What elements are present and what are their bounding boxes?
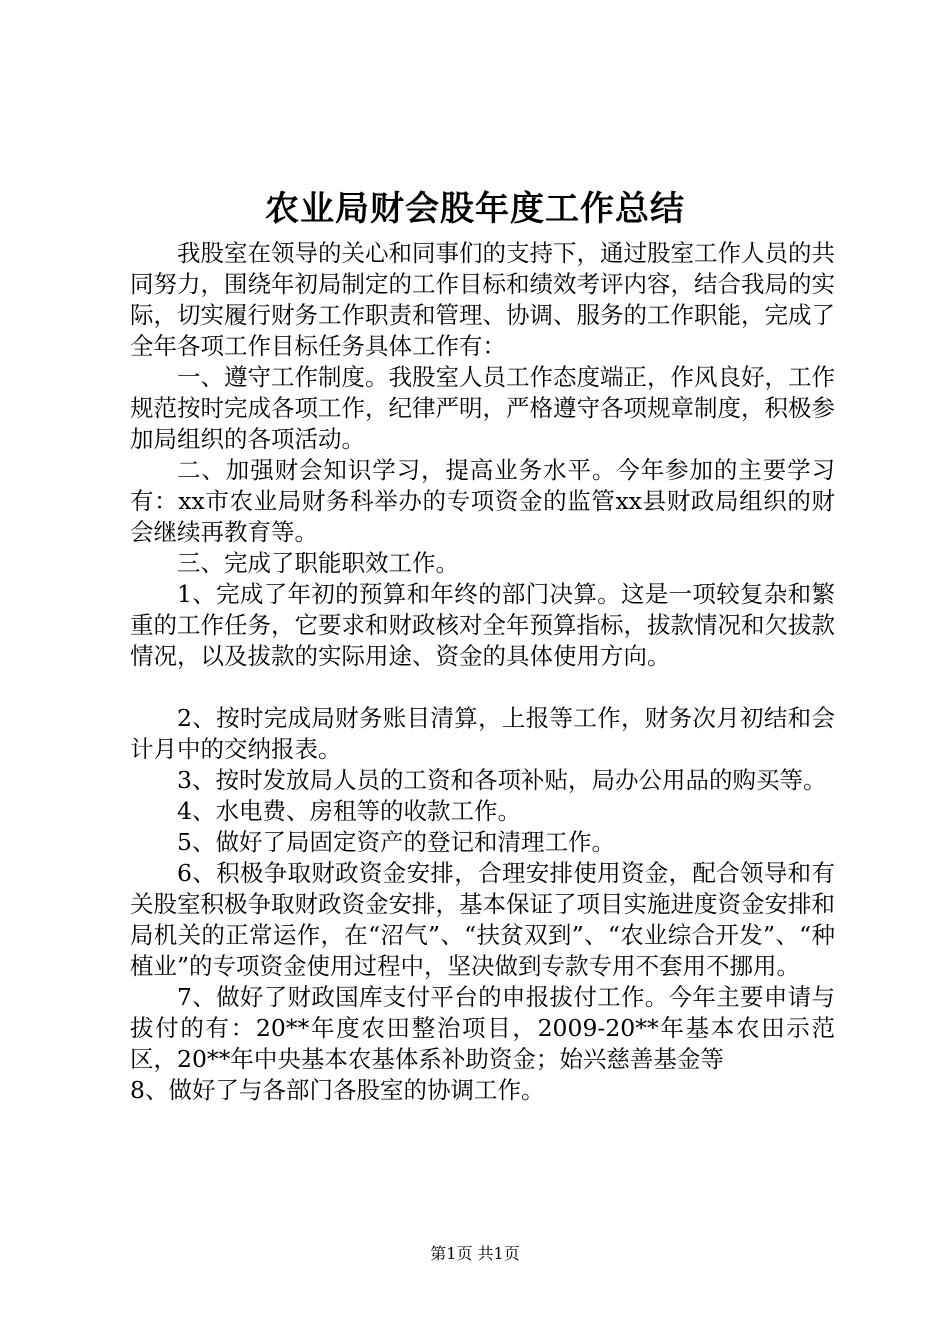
document-body [130,238,835,1106]
paragraph-section-3: 三、完成了职能职效工作。 [177,549,459,577]
paragraph-item-6: 6、积极争取财政资金安排，合理安排使用资金，配合领导和有关股室积极争取财政资金安排，基本保证了项目实施进度资金安排和局机关的正常运作，在“沼气”、“扶贫双到”、“农业综合开发”、“种植业”的专项资金使用过程中，坚决做到专款专用不套用不挪用。 [130,859,835,980]
paragraph-item-1: 1、完成了年初的预算和年终的部门决算。这是一项较复杂和繁重的工作任务，它要求和财政核对全年预算指标，拔款情况和欠拔款情况，以及拔款的实际用途、资金的具体使用方向。 [130,580,835,670]
paragraph-item-5: 5、做好了局固定资产的登记和清理工作。 [177,828,615,856]
page-number-footer: 第1页 共1页 [430,1244,520,1263]
paragraph-item-8: 8、做好了与各部门各股室的协调工作。 [130,1076,545,1104]
paragraph-intro: 我股室在领导的关心和同事们的支持下，通过股室工作人员的共同努力，围绕年初局制定的工作目标和绩效考评内容，结合我局的实际，切实履行财务工作职责和管理、协调、服务的工作职能，完成了全年各项工作目标任务具体工作有： [130,239,835,360]
paragraph-section-2: 二、加强财会知识学习，提高业务水平。今年参加的主要学习有：xx市农业局财务科举办的专项资金的监管xx县财政局组织的财会继续再教育等。 [130,456,835,546]
paragraph-item-7: 7、做好了财政国库支付平台的申报拔付工作。今年主要申请与拔付的有：20**年度农田整治项目，2009-20**年基本农田示范区，20**年中央基本农基体系补助资金；始兴慈善基金等 [130,983,835,1073]
paragraph-item-2: 2、按时完成局财务账目清算，上报等工作，财务次月初结和会计月中的交纳报表。 [130,704,835,763]
paragraph-section-1: 一、遵守工作制度。我股室人员工作态度端正，作风良好，工作规范按时完成各项工作，纪律严明，严格遵守各项规章制度，积极参加局组织的各项活动。 [130,363,835,453]
document-title: 农业局财会股年度工作总结 [265,189,685,229]
paragraph-item-3: 3、按时发放局人员的工资和各项补贴，局办公用品的购买等。 [177,766,827,794]
paragraph-item-4: 4、水电费、房租等的收款工作。 [177,797,521,825]
